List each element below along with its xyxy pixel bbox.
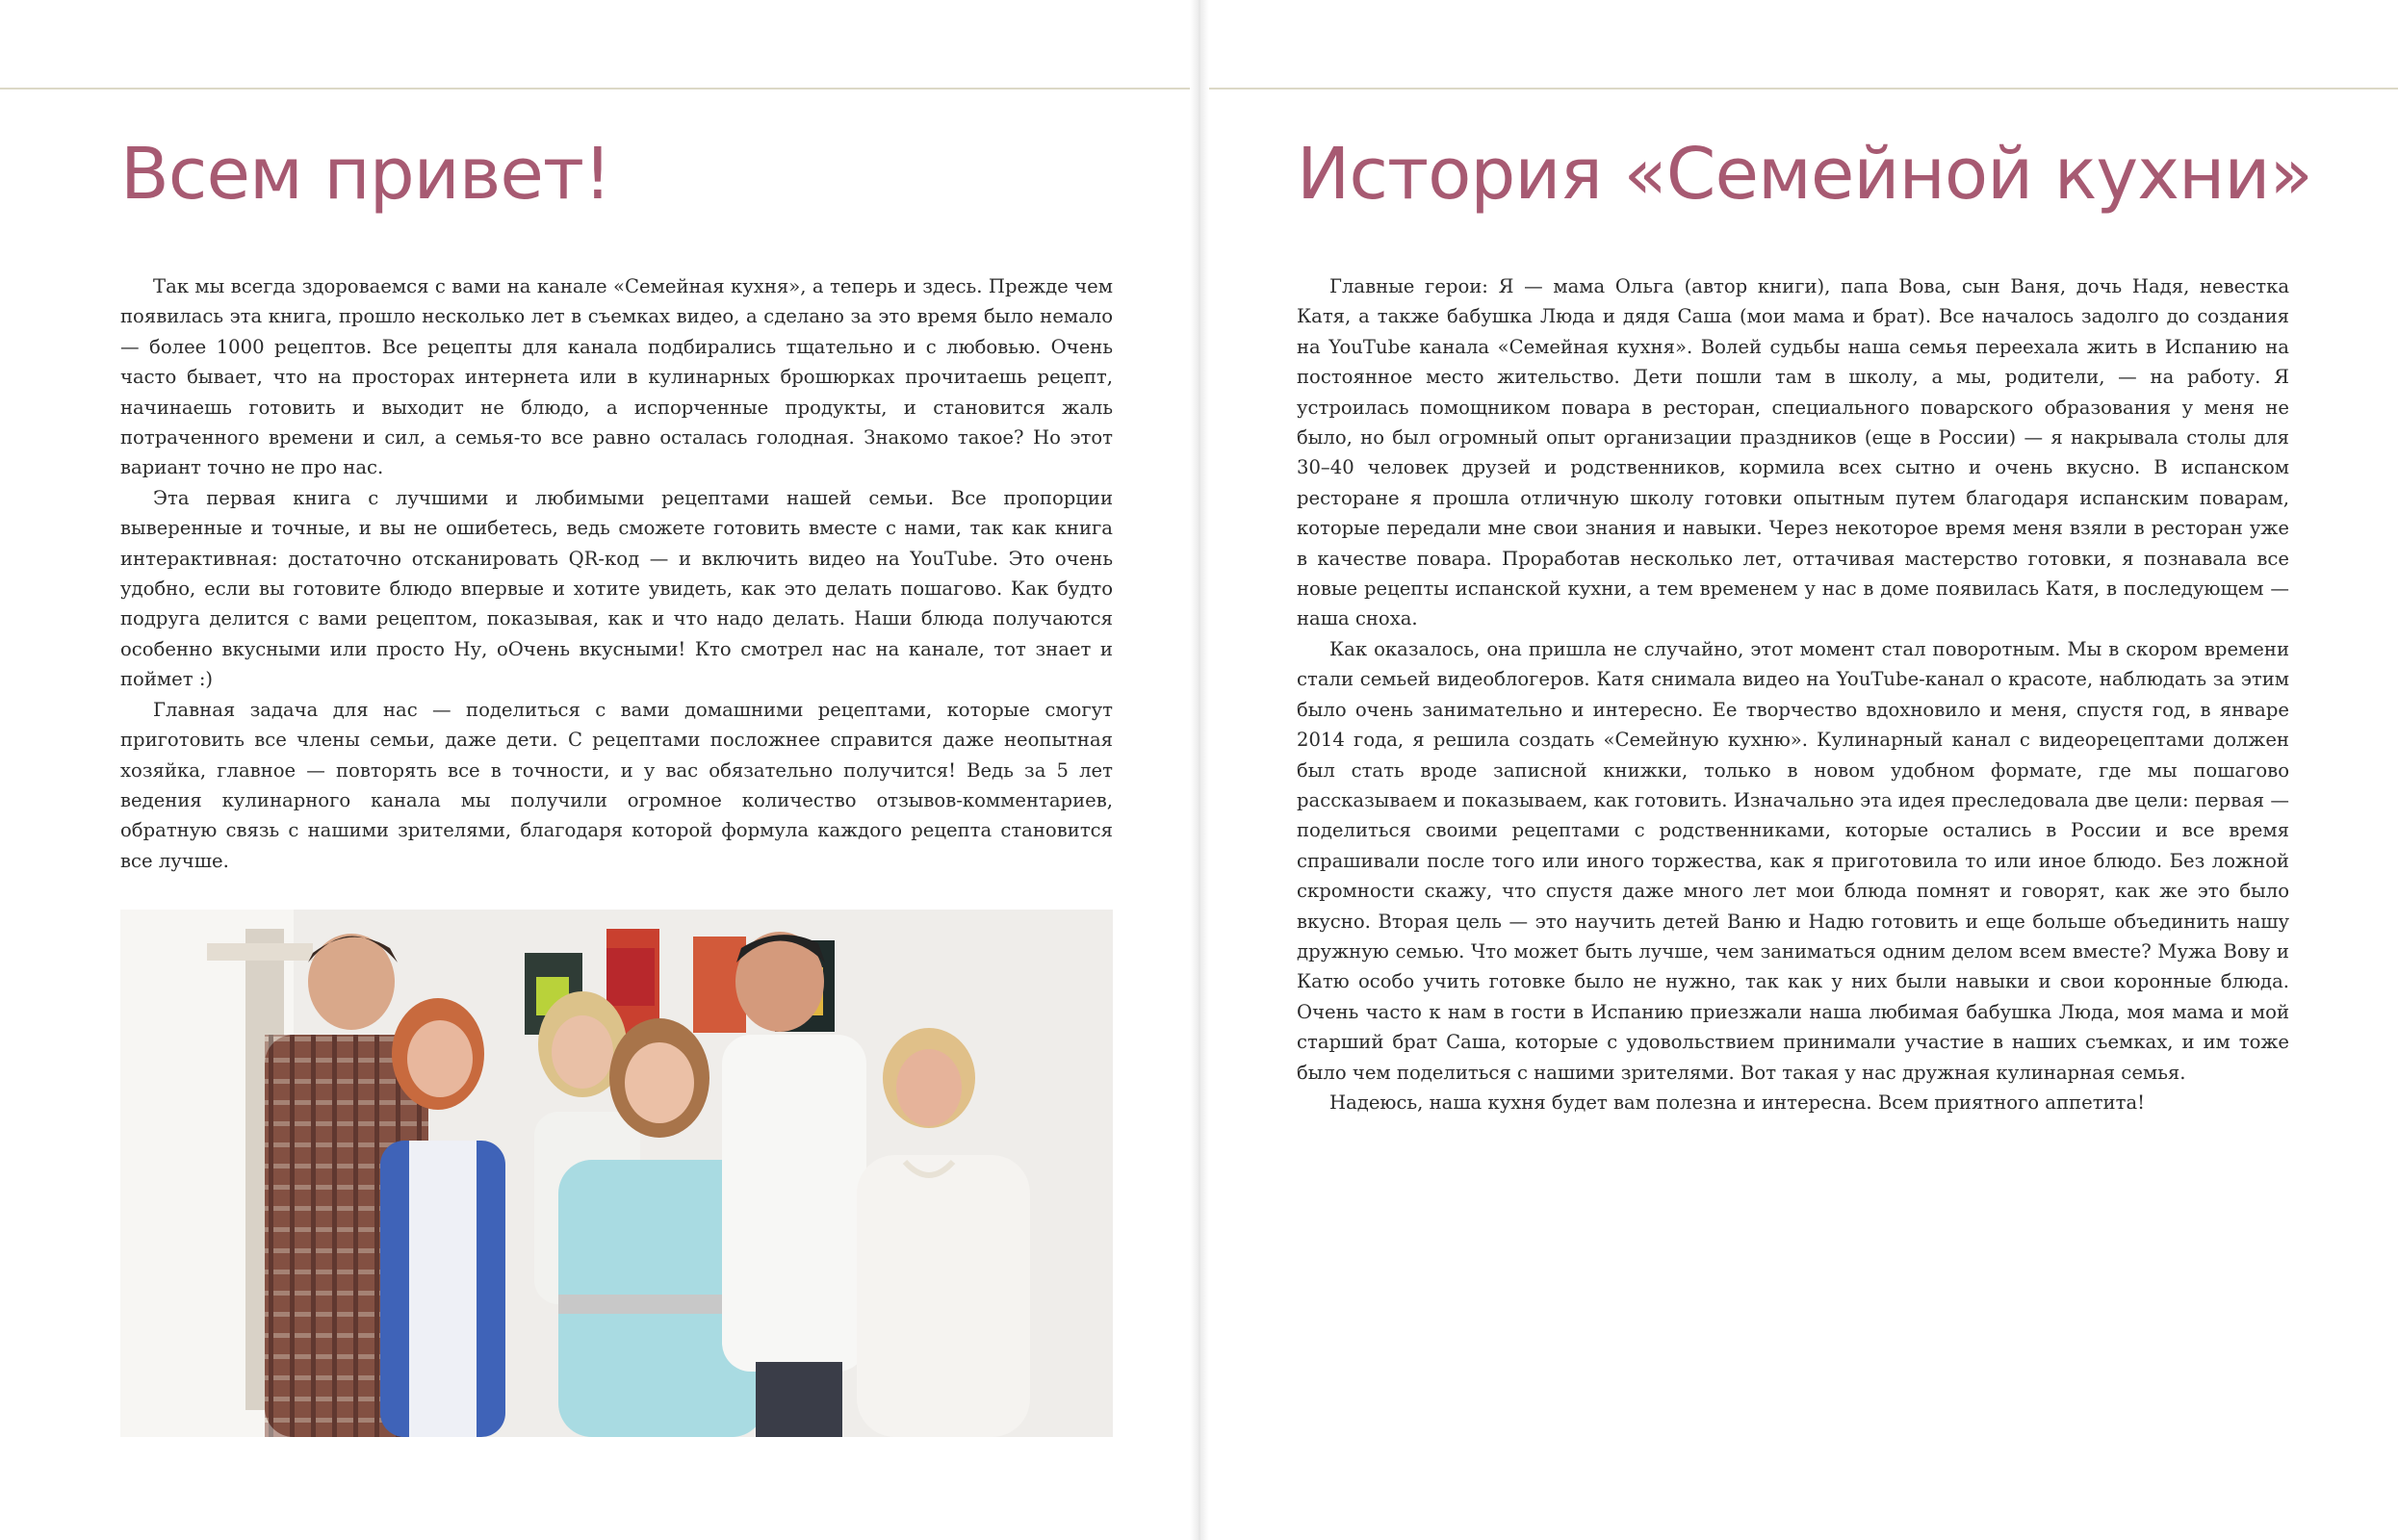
page-title: История «Семейной кухни» (1297, 133, 2312, 216)
paragraph: Главная задача для нас — поделиться с вами домашними рецептами, которые смогут приготовить все члены семьи, даже дети. С рецептами посложнее справится даже неопытная хозяйка, главное — повторять все в точности, и у вас обязательно получится! Ведь за 5 лет ведения кулинарного канала мы получили огромное количество отзывов-комментариев, обратную связь с нашими зрителями, благодаря которой формула каждого рецепта становится все лучше. (120, 698, 1113, 872)
paragraph: Надеюсь, наша кухня будет вам полезна и интересна. Всем приятного аппетита! (1329, 1091, 2145, 1114)
intro-text (120, 271, 1113, 876)
paragraph: Как оказалось, она пришла не случайно, этот момент стал поворотным. Мы в скором времени стали семьей видеоблогеров. Катя снимала видео на YouTube-канал о красоте, наблюдать за этим было очень занимательно и интересно. Ее творчество вдохновило и меня, спустя год, в январе 2014 года, я решила создать «Семейную кухню». Кулинарный канал с видеорецептами должен был стать вроде записной книжки, только в новом удобном формате, где мы пошагово рассказываем и показываем, как готовить. Изначально эта идея преследовала две цели: первая — поделиться своими рецептами с родственниками, которые остались в России и все время спрашивали после того или иного торжества, как я приготовила то или иное блюдо. Без ложной скромности скажу, что спустя даже много лет мои блюда помнят и говорят, как же это было вкусно. Вторая цель — это научить детей Ваню и Надю готовить и еще больше объединить нашу дружную семью. Что может быть лучше, чем заниматься одним делом всем вместе? Мужа Вову и Катю особо учить готовке было не нужно, так как у них были навыки и свои коронные блюда. Очень часто к нам в гости в Испанию приезжали наша любимая бабушка Люда, моя мама и мой старший брат Саша, которые с удовольствием принимали участие в наших съемках, и им тоже было чем поделиться с нашими зрителями. Вот такая у нас дружная кулинарная семья. (1297, 637, 2289, 1084)
book-spine (1190, 0, 1209, 1540)
right-page (1203, 0, 2398, 1540)
top-rule (1203, 88, 2398, 90)
paragraph: Эта первая книга с лучшими и любимыми рецептами нашей семьи. Все пропорции выверенные и точные, и вы не ошибетесь, ведь сможете готовить вместе с нами, так как книга интерактивная: достаточно отсканировать QR-код — и включить видео на YouTube. Это очень удобно, если вы готовите блюдо впервые и хотите увидеть, как это делать пошагово. Как будто подруга делится с вами рецептом, показывая, как и что надо делать. Наши блюда получаются особенно вкусными или просто Ну, оОчень вкусными! Кто смотрел нас на канале, тот знает и поймет :) (120, 486, 1113, 691)
paragraph: Главные герои: Я — мама Ольга (автор книги), папа Вова, сын Ваня, дочь Надя, невестка Катя, а также бабушка Люда и дядя Саша (мои мама и брат). Все началось задолго до создания на YouTube канала «Семейная кухня». Волей судьбы наша семья переехала жить в Испанию на постоянное место жительство. Дети пошли там в школу, а мы, родители, — на работу. Я устроилась помощником повара в ресторан, специального поварского образования у меня не было, но был огромный опыт организации праздников (еще в России) — я накрывала столы для 30–40 человек друзей и родственников, кормила всех сытно и очень вкусно. В испанском ресторане я прошла отличную школу готовки опытным путем благодаря испанским поварам, которые передали мне свои знания и навыки. Через некоторое время меня взяли в ресторан уже в качестве повара. Проработав несколько лет, оттачивая мастерство готовки, я познавала все новые рецепты испанской кухни, а тем временем у нас в доме появилась Катя, в последующем — наша сноха. (1297, 275, 2289, 630)
paragraph: Так мы всегда здороваемся с вами на канале «Семейная кухня», а теперь и здесь. Прежде чем появилась эта книга, прошло несколько лет в съемках видео, а сделано за это время было немало — более 1000 рецептов. Все рецепты для канала подбирались тщательно и с любовью. Очень часто бывает, что на просторах интернета или в кулинарных брошюрках прочитаешь рецепт, начинаешь готовить и выходит не блюдо, а испорченные продукты, и становится жаль потраченного времени и сил, а семья-то все равно осталась голодная. Знакомо такое? Но этот вариант точно не про нас. (120, 275, 1113, 479)
history-text (1297, 271, 2289, 1117)
page-title: Всем привет! (120, 133, 611, 216)
family-photo (120, 910, 1113, 1437)
top-rule (0, 88, 1199, 90)
